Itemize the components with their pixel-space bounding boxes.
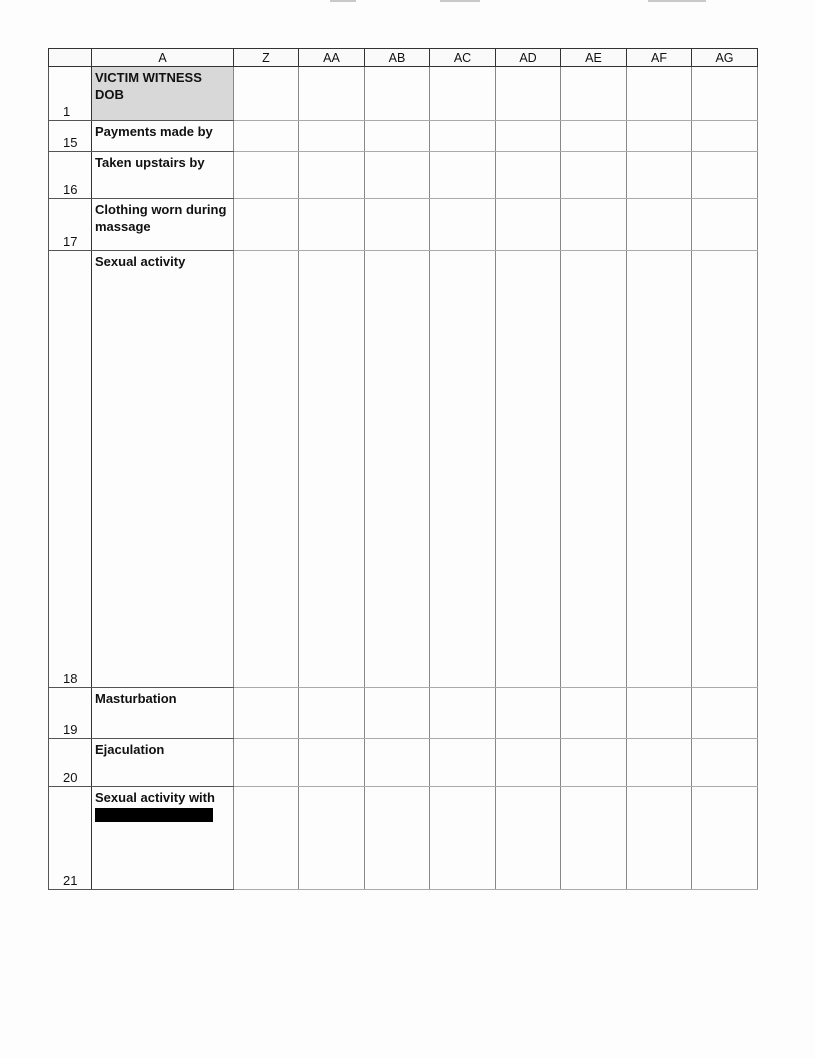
table-row: [49, 67, 758, 121]
column-header-ac: AC: [430, 49, 496, 67]
column-header-ae: AE: [561, 49, 627, 67]
row-label-sexual-activity-with: [92, 787, 234, 890]
label-text: Sexual activity with: [95, 790, 215, 805]
corner-cell: [49, 49, 92, 67]
row-label-taken-upstairs: Taken upstairs by: [92, 152, 234, 199]
table-row: [49, 688, 758, 739]
label-line: DOB: [95, 87, 124, 102]
column-header-ad: AD: [496, 49, 561, 67]
redaction-bar: [95, 808, 213, 822]
row-label-clothing: Clothing worn during massage: [92, 199, 234, 251]
row-label-ejaculation: Ejaculation: [92, 739, 234, 787]
spreadsheet-grid: [48, 48, 758, 890]
column-header-row: [49, 49, 758, 67]
scan-artifact: [648, 0, 706, 2]
scan-artifact: [330, 0, 356, 2]
column-header-ab: AB: [365, 49, 430, 67]
row-number: 18: [49, 251, 92, 688]
row-number: 19: [49, 688, 92, 739]
column-header-ag: AG: [692, 49, 758, 67]
row-number: 20: [49, 739, 92, 787]
row-number: 16: [49, 152, 92, 199]
table-row: [49, 199, 758, 251]
table-row: [49, 121, 758, 152]
row-number: 1: [49, 67, 92, 121]
row-label-payments: Payments made by: [92, 121, 234, 152]
column-header-aa: AA: [299, 49, 365, 67]
table-row: [49, 251, 758, 688]
scan-artifact: [440, 0, 480, 2]
row-number: 21: [49, 787, 92, 890]
row-label-sexual-activity: Sexual activity: [92, 251, 234, 688]
column-header-z: Z: [234, 49, 299, 67]
column-header-af: AF: [627, 49, 692, 67]
row-number: 17: [49, 199, 92, 251]
column-header-a: A: [92, 49, 234, 67]
table-row: [49, 739, 758, 787]
table-row: [49, 152, 758, 199]
row-number: 15: [49, 121, 92, 152]
row-label-victim-witness-dob: [92, 67, 234, 121]
label-line: VICTIM WITNESS: [95, 70, 202, 85]
table-row: [49, 787, 758, 890]
row-label-masturbation: Masturbation: [92, 688, 234, 739]
